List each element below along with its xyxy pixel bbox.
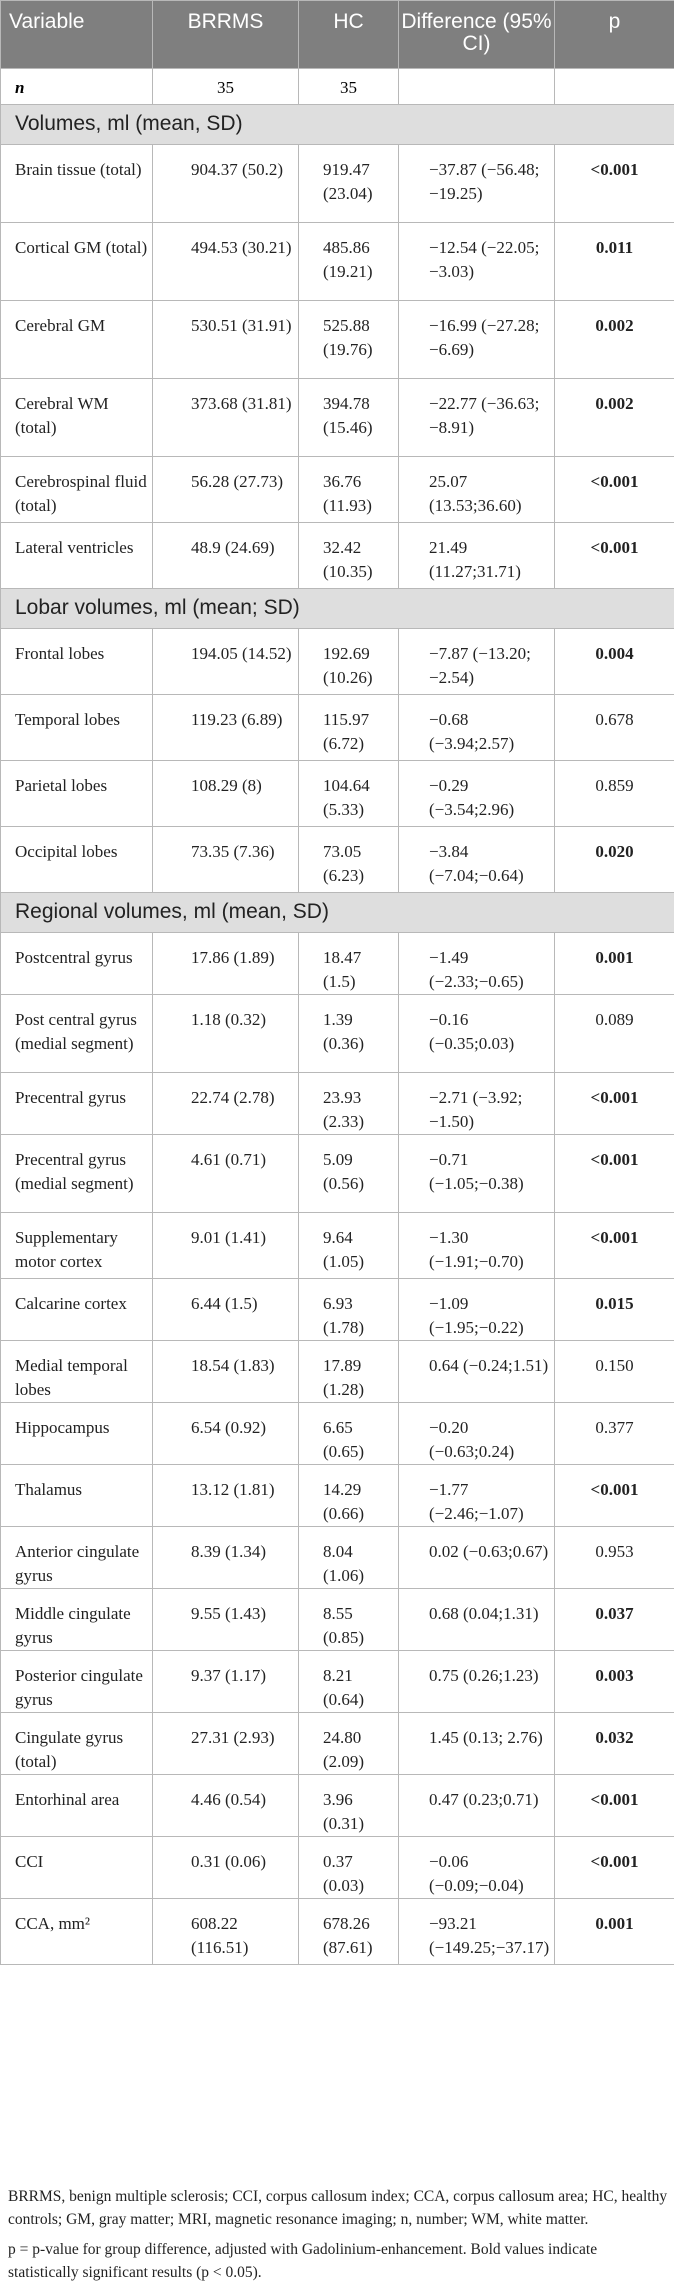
cell-hc: 9.64 (1.05)	[299, 1213, 399, 1279]
table-row	[1, 695, 674, 761]
table-row	[1, 761, 674, 827]
table-row	[1, 1213, 674, 1279]
cell-difference: −1.77 (−2.46;−1.07)	[399, 1465, 555, 1527]
cell-hc: 36.76 (11.93)	[299, 457, 399, 523]
cell-hc: 115.97 (6.72)	[299, 695, 399, 761]
table-row	[1, 1899, 674, 1965]
table-row	[1, 457, 674, 523]
cell-p-value: <0.001	[555, 1775, 674, 1837]
cell-variable: Cerebral GM	[1, 301, 153, 379]
cell-variable: Cortical GM (total)	[1, 223, 153, 301]
cell-hc: 73.05 (6.23)	[299, 827, 399, 893]
cell-brrms: 9.01 (1.41)	[153, 1213, 299, 1279]
cell-brrms: 18.54 (1.83)	[153, 1341, 299, 1403]
cell-difference: 0.02 (−0.63;0.67)	[399, 1527, 555, 1589]
cell-brrms: 56.28 (27.73)	[153, 457, 299, 523]
cell-difference: −16.99 (−27.28; −6.69)	[399, 301, 555, 379]
cell-p-value: 0.150	[555, 1341, 674, 1403]
cell-brrms: 108.29 (8)	[153, 761, 299, 827]
section-title: Regional volumes, ml (mean, SD)	[1, 893, 674, 933]
cell-variable: Occipital lobes	[1, 827, 153, 893]
cell-brrms: 904.37 (50.2)	[153, 145, 299, 223]
cell-hc: 192.69 (10.26)	[299, 629, 399, 695]
cell-variable: Hippocampus	[1, 1403, 153, 1465]
cell-p-value: 0.003	[555, 1651, 674, 1713]
cell-brrms: 1.18 (0.32)	[153, 995, 299, 1073]
table-row	[1, 995, 674, 1073]
cell-difference: 1.45 (0.13; 2.76)	[399, 1713, 555, 1775]
cell-difference: −1.30 (−1.91;−0.70)	[399, 1213, 555, 1279]
cell-difference: −0.06 (−0.09;−0.04)	[399, 1837, 555, 1899]
cell-hc: 1.39 (0.36)	[299, 995, 399, 1073]
cell-p-value: <0.001	[555, 145, 674, 223]
cell-variable: Frontal lobes	[1, 629, 153, 695]
table-row	[1, 1135, 674, 1213]
cell-brrms: 9.55 (1.43)	[153, 1589, 299, 1651]
cell-variable: Calcarine cortex	[1, 1279, 153, 1341]
cell-variable: Precentral gyrus	[1, 1073, 153, 1135]
cell-hc: 6.93 (1.78)	[299, 1279, 399, 1341]
cell-p-value: 0.001	[555, 933, 674, 995]
cell-hc: 32.42 (10.35)	[299, 523, 399, 589]
cell-brrms: 4.46 (0.54)	[153, 1775, 299, 1837]
cell-variable: CCA, mm²	[1, 1899, 153, 1965]
cell-brrms: 27.31 (2.93)	[153, 1713, 299, 1775]
header-p: p	[555, 1, 674, 69]
cell-variable: Medial temporal lobes	[1, 1341, 153, 1403]
cell-hc: 8.21 (0.64)	[299, 1651, 399, 1713]
n-p	[555, 69, 674, 105]
cell-difference: 21.49 (11.27;31.71)	[399, 523, 555, 589]
table-row	[1, 827, 674, 893]
header-difference: Difference (95% CI)	[399, 1, 555, 69]
header-hc: HC	[299, 1, 399, 69]
cell-hc: 17.89 (1.28)	[299, 1341, 399, 1403]
cell-difference: 0.64 (−0.24;1.51)	[399, 1341, 555, 1403]
cell-p-value: <0.001	[555, 1073, 674, 1135]
cell-hc: 525.88 (19.76)	[299, 301, 399, 379]
cell-brrms: 119.23 (6.89)	[153, 695, 299, 761]
cell-difference: −0.20 (−0.63;0.24)	[399, 1403, 555, 1465]
cell-difference: −7.87 (−13.20; −2.54)	[399, 629, 555, 695]
cell-hc: 8.04 (1.06)	[299, 1527, 399, 1589]
cell-variable: Parietal lobes	[1, 761, 153, 827]
cell-brrms: 373.68 (31.81)	[153, 379, 299, 457]
table-row	[1, 301, 674, 379]
cell-p-value: 0.002	[555, 301, 674, 379]
cell-brrms: 194.05 (14.52)	[153, 629, 299, 695]
cell-p-value: 0.037	[555, 1589, 674, 1651]
footnote-abbreviations: BRRMS, benign multiple sclerosis; CCI, corpus callosum index; CCA, corpus callosum area; HC, healthy controls; GM, gray matter; MRI, magnetic resonance imaging; n, number; WM, white matter.	[8, 2185, 668, 2231]
table-row	[1, 629, 674, 695]
section-header-row	[1, 589, 674, 629]
table-row	[1, 1589, 674, 1651]
cell-variable: Middle cingulate gyrus	[1, 1589, 153, 1651]
table-header-row	[1, 1, 674, 69]
cell-brrms: 608.22 (116.51)	[153, 1899, 299, 1965]
cell-hc: 24.80 (2.09)	[299, 1713, 399, 1775]
cell-hc: 14.29 (0.66)	[299, 1465, 399, 1527]
cell-hc: 3.96 (0.31)	[299, 1775, 399, 1837]
cell-difference: −22.77 (−36.63; −8.91)	[399, 379, 555, 457]
cell-difference: 0.68 (0.04;1.31)	[399, 1589, 555, 1651]
cell-brrms: 8.39 (1.34)	[153, 1527, 299, 1589]
cell-p-value: 0.002	[555, 379, 674, 457]
cell-difference: 0.47 (0.23;0.71)	[399, 1775, 555, 1837]
cell-variable: Anterior cingulate gyrus	[1, 1527, 153, 1589]
table-row	[1, 933, 674, 995]
n-row	[1, 69, 674, 105]
cell-hc: 0.37 (0.03)	[299, 1837, 399, 1899]
cell-hc: 18.47 (1.5)	[299, 933, 399, 995]
table-row	[1, 145, 674, 223]
cell-hc: 23.93 (2.33)	[299, 1073, 399, 1135]
section-header-row	[1, 893, 674, 933]
cell-p-value: 0.032	[555, 1713, 674, 1775]
section-title: Volumes, ml (mean, SD)	[1, 105, 674, 145]
table-row	[1, 1465, 674, 1527]
cell-difference: −37.87 (−56.48; −19.25)	[399, 145, 555, 223]
cell-brrms: 530.51 (31.91)	[153, 301, 299, 379]
cell-brrms: 6.54 (0.92)	[153, 1403, 299, 1465]
cell-p-value: 0.377	[555, 1403, 674, 1465]
cell-p-value: <0.001	[555, 1213, 674, 1279]
cell-difference: −3.84 (−7.04;−0.64)	[399, 827, 555, 893]
cell-difference: −0.16 (−0.35;0.03)	[399, 995, 555, 1073]
cell-difference: 0.75 (0.26;1.23)	[399, 1651, 555, 1713]
section-title: Lobar volumes, ml (mean; SD)	[1, 589, 674, 629]
cell-difference: −0.29 (−3.54;2.96)	[399, 761, 555, 827]
cell-difference: −12.54 (−22.05; −3.03)	[399, 223, 555, 301]
cell-variable: Temporal lobes	[1, 695, 153, 761]
cell-difference: −1.49 (−2.33;−0.65)	[399, 933, 555, 995]
section-header-row	[1, 105, 674, 145]
cell-brrms: 73.35 (7.36)	[153, 827, 299, 893]
table-row	[1, 1403, 674, 1465]
cell-difference: 25.07 (13.53;36.60)	[399, 457, 555, 523]
cell-p-value: 0.678	[555, 695, 674, 761]
cell-brrms: 6.44 (1.5)	[153, 1279, 299, 1341]
cell-p-value: 0.020	[555, 827, 674, 893]
cell-p-value: <0.001	[555, 523, 674, 589]
n-brrms: 35	[153, 69, 299, 105]
cell-p-value: 0.953	[555, 1527, 674, 1589]
cell-difference: −0.71 (−1.05;−0.38)	[399, 1135, 555, 1213]
table-row	[1, 1651, 674, 1713]
cell-p-value: 0.089	[555, 995, 674, 1073]
cell-hc: 394.78 (15.46)	[299, 379, 399, 457]
table-row	[1, 1527, 674, 1589]
cell-brrms: 48.9 (24.69)	[153, 523, 299, 589]
cell-p-value: <0.001	[555, 1135, 674, 1213]
table-footnotes	[8, 2185, 668, 2291]
table-row	[1, 523, 674, 589]
table-row	[1, 1775, 674, 1837]
cell-variable: Cerebral WM (total)	[1, 379, 153, 457]
n-difference	[399, 69, 555, 105]
table-row	[1, 223, 674, 301]
cell-variable: CCI	[1, 1837, 153, 1899]
cell-p-value: 0.001	[555, 1899, 674, 1965]
cell-p-value: 0.011	[555, 223, 674, 301]
cell-hc: 919.47 (23.04)	[299, 145, 399, 223]
cell-hc: 5.09 (0.56)	[299, 1135, 399, 1213]
cell-hc: 6.65 (0.65)	[299, 1403, 399, 1465]
cell-variable: Brain tissue (total)	[1, 145, 153, 223]
cell-variable: Lateral ventricles	[1, 523, 153, 589]
cell-brrms: 494.53 (30.21)	[153, 223, 299, 301]
cell-variable: Supplementary motor cortex	[1, 1213, 153, 1279]
cell-brrms: 22.74 (2.78)	[153, 1073, 299, 1135]
cell-p-value: <0.001	[555, 457, 674, 523]
cell-variable: Thalamus	[1, 1465, 153, 1527]
table-row	[1, 1073, 674, 1135]
cell-hc: 485.86 (19.21)	[299, 223, 399, 301]
cell-brrms: 17.86 (1.89)	[153, 933, 299, 995]
cell-variable: Cerebrospinal fluid (total)	[1, 457, 153, 523]
cell-p-value: <0.001	[555, 1837, 674, 1899]
cell-brrms: 4.61 (0.71)	[153, 1135, 299, 1213]
cell-hc: 678.26 (87.61)	[299, 1899, 399, 1965]
cell-hc: 104.64 (5.33)	[299, 761, 399, 827]
cell-p-value: <0.001	[555, 1465, 674, 1527]
cell-difference: −1.09 (−1.95;−0.22)	[399, 1279, 555, 1341]
table-row	[1, 1279, 674, 1341]
cell-difference: −2.71 (−3.92; −1.50)	[399, 1073, 555, 1135]
cell-variable: Precentral gyrus (medial segment)	[1, 1135, 153, 1213]
cell-variable: Post central gyrus (medial segment)	[1, 995, 153, 1073]
table-row	[1, 379, 674, 457]
cell-difference: −93.21 (−149.25;−37.17)	[399, 1899, 555, 1965]
table-row	[1, 1837, 674, 1899]
cell-variable: Posterior cingulate gyrus	[1, 1651, 153, 1713]
table-row	[1, 1713, 674, 1775]
cell-p-value: 0.015	[555, 1279, 674, 1341]
cell-variable: Cingulate gyrus (total)	[1, 1713, 153, 1775]
cell-brrms: 13.12 (1.81)	[153, 1465, 299, 1527]
cell-p-value: 0.859	[555, 761, 674, 827]
cell-variable: Postcentral gyrus	[1, 933, 153, 995]
n-hc: 35	[299, 69, 399, 105]
cell-difference: −0.68 (−3.94;2.57)	[399, 695, 555, 761]
cell-p-value: 0.004	[555, 629, 674, 695]
header-variable: Variable	[1, 1, 153, 69]
footnote-pvalue: p = p-value for group difference, adjusted with Gadolinium-enhancement. Bold values indicate statistically significant results (p < 0.05).	[8, 2238, 668, 2284]
cell-brrms: 9.37 (1.17)	[153, 1651, 299, 1713]
cell-brrms: 0.31 (0.06)	[153, 1837, 299, 1899]
cell-variable: Entorhinal area	[1, 1775, 153, 1837]
n-label: n	[1, 69, 153, 105]
header-brrms: BRRMS	[153, 1, 299, 69]
table-row	[1, 1341, 674, 1403]
cell-hc: 8.55 (0.85)	[299, 1589, 399, 1651]
